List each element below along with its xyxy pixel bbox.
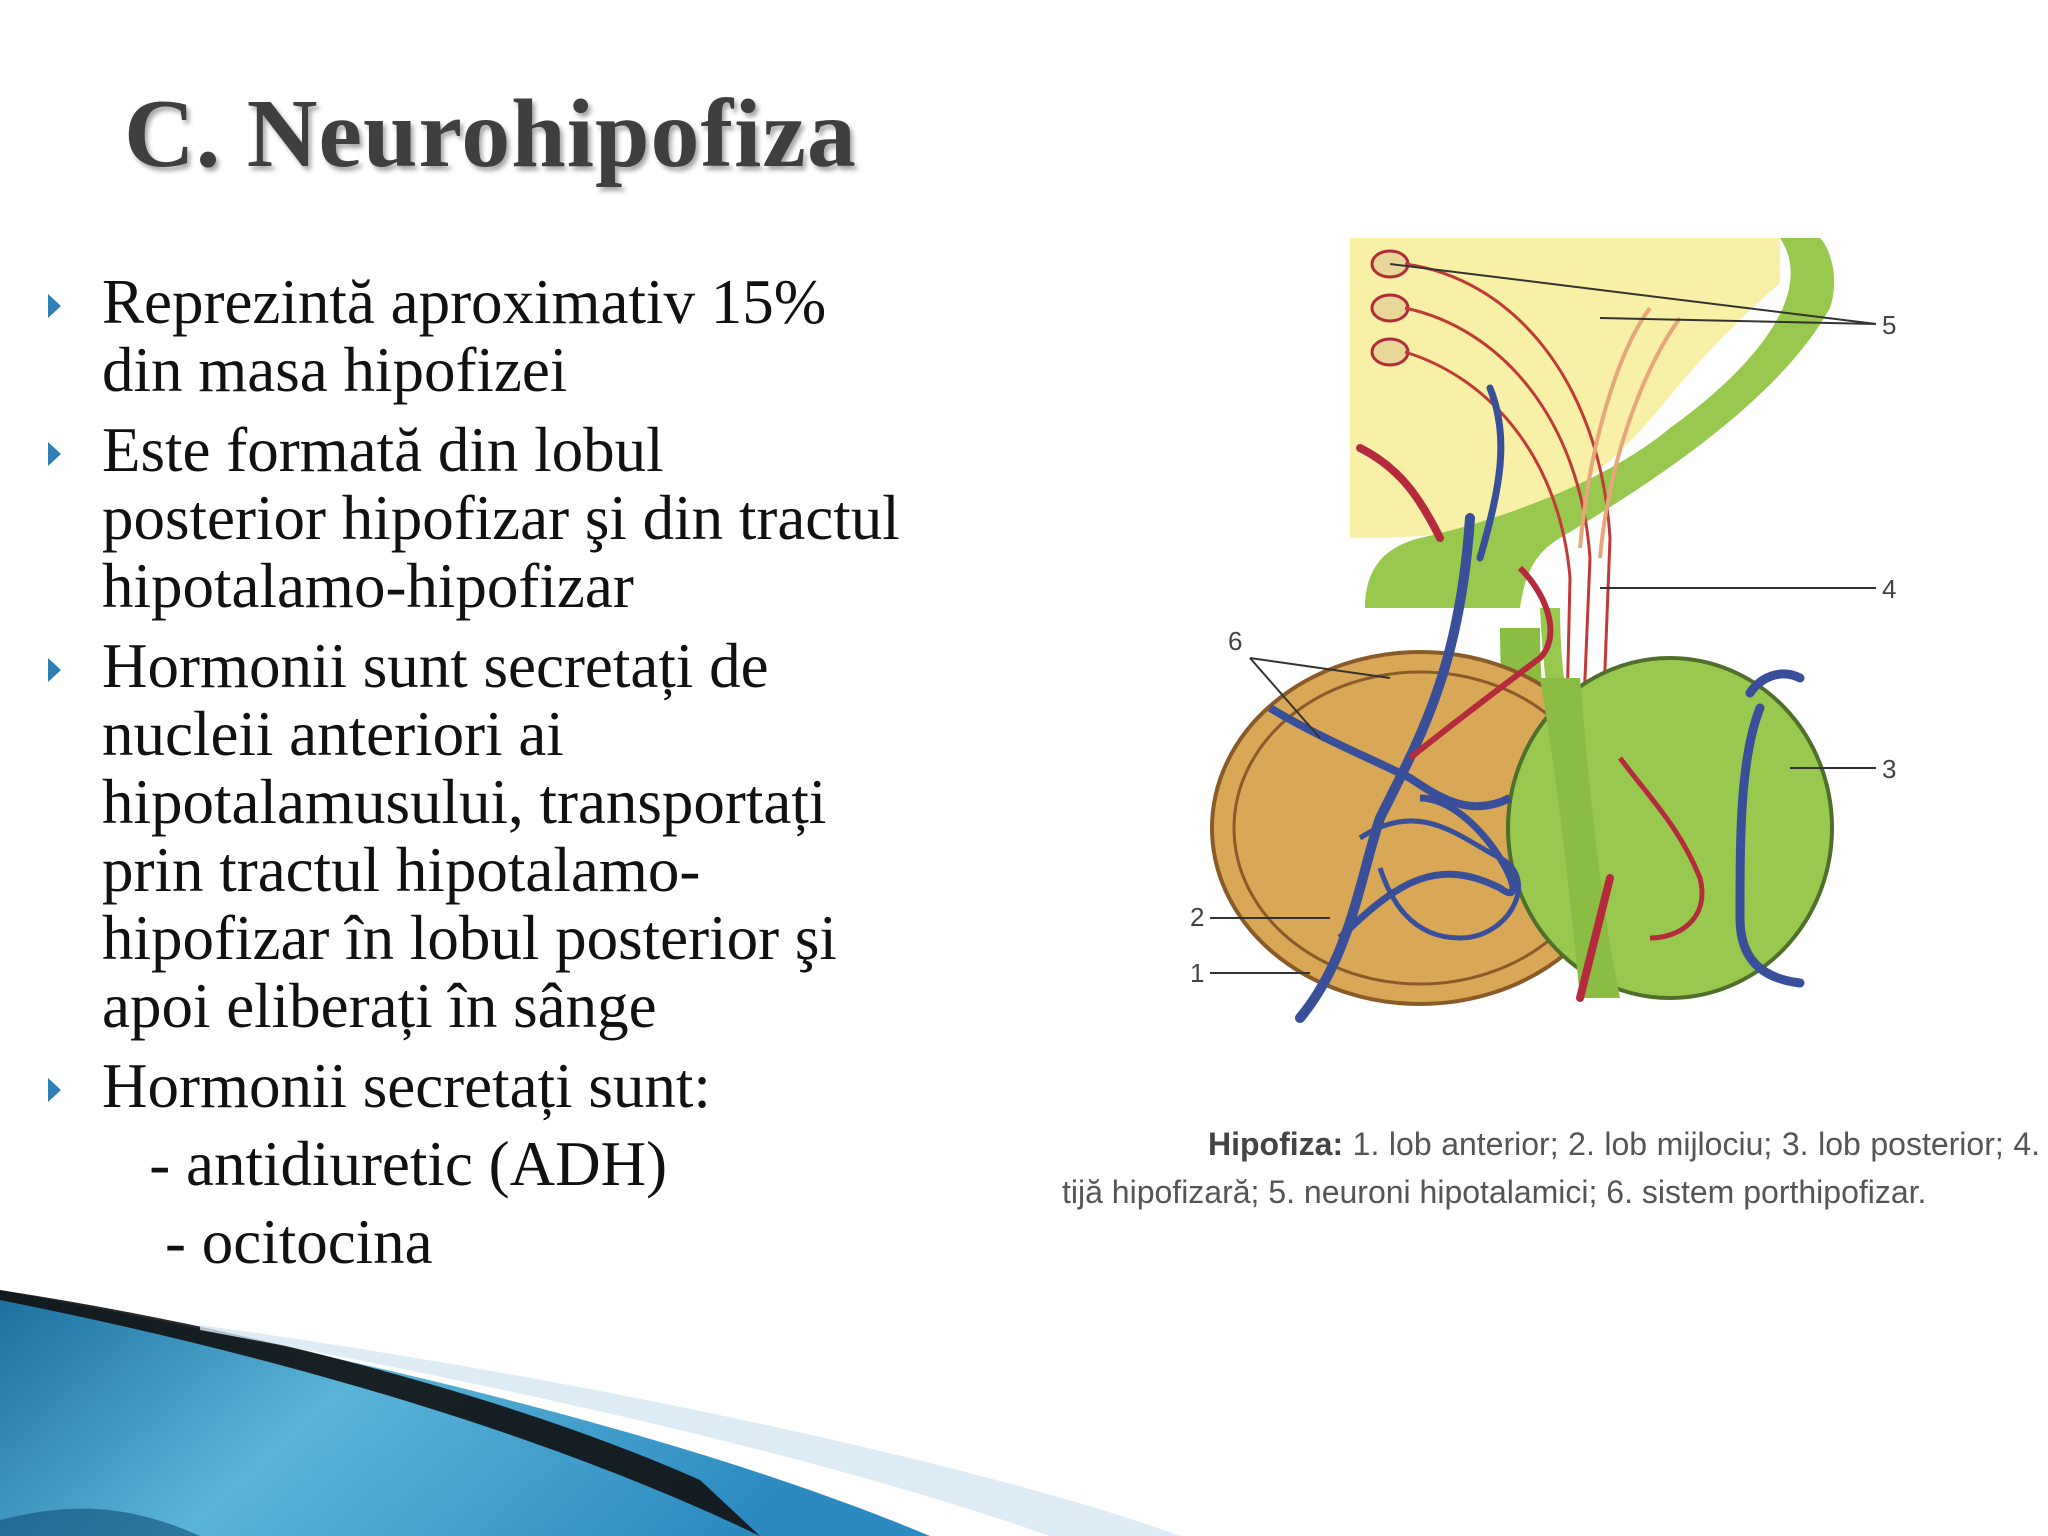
posterior-lobe xyxy=(1508,658,1832,998)
sub-item-adh: - antidiuretic (ADH) xyxy=(102,1129,668,1199)
bullet-text: Este formată din lobul posterior hipofizar şi din tractul hipotalamo-hipofizar xyxy=(102,415,900,621)
label-5: 5 xyxy=(1882,310,1897,340)
label-6: 6 xyxy=(1228,626,1243,656)
slide-title: C. Neurohipofiza xyxy=(124,80,857,188)
bullet-text: Hormonii secretați sunt: xyxy=(102,1051,711,1121)
triangle-bullet-icon xyxy=(48,658,61,682)
caption-lead: Hipofiza: xyxy=(1208,1126,1344,1162)
triangle-bullet-icon xyxy=(48,442,61,466)
label-3: 3 xyxy=(1882,754,1897,784)
bullet-item xyxy=(44,268,1004,404)
triangle-bullet-icon xyxy=(48,294,61,318)
bullet-text: Hormonii sunt secretați de nucleii anteriori ai hipotalamusului, transportați prin tractul hipotalamo- hipofizar în lobul posterior şi apoi eliberați în sânge xyxy=(102,631,837,1041)
triangle-bullet-icon xyxy=(48,1078,61,1102)
bullet-item xyxy=(44,416,1004,620)
caption-body: 1. lob anterior; 2. lob mijlociu; 3. lob posterior; 4. tijă hipofizară; 5. neuroni hipotalamici; 6. sistem porthipofizar. xyxy=(1062,1126,2040,1210)
label-2: 2 xyxy=(1190,902,1205,932)
figure-caption xyxy=(1062,1120,2040,1216)
sub-item-ocitocina: - ocitocina xyxy=(102,1207,433,1277)
bullet-item xyxy=(44,1052,1004,1276)
pituitary-diagram xyxy=(1180,238,2048,1058)
bullet-list xyxy=(44,268,1004,1288)
label-1: 1 xyxy=(1190,958,1205,988)
bullet-text: Reprezintă aproximativ 15% din masa hipofizei xyxy=(102,267,827,405)
label-4: 4 xyxy=(1882,574,1897,604)
bullet-item xyxy=(44,632,1004,1040)
